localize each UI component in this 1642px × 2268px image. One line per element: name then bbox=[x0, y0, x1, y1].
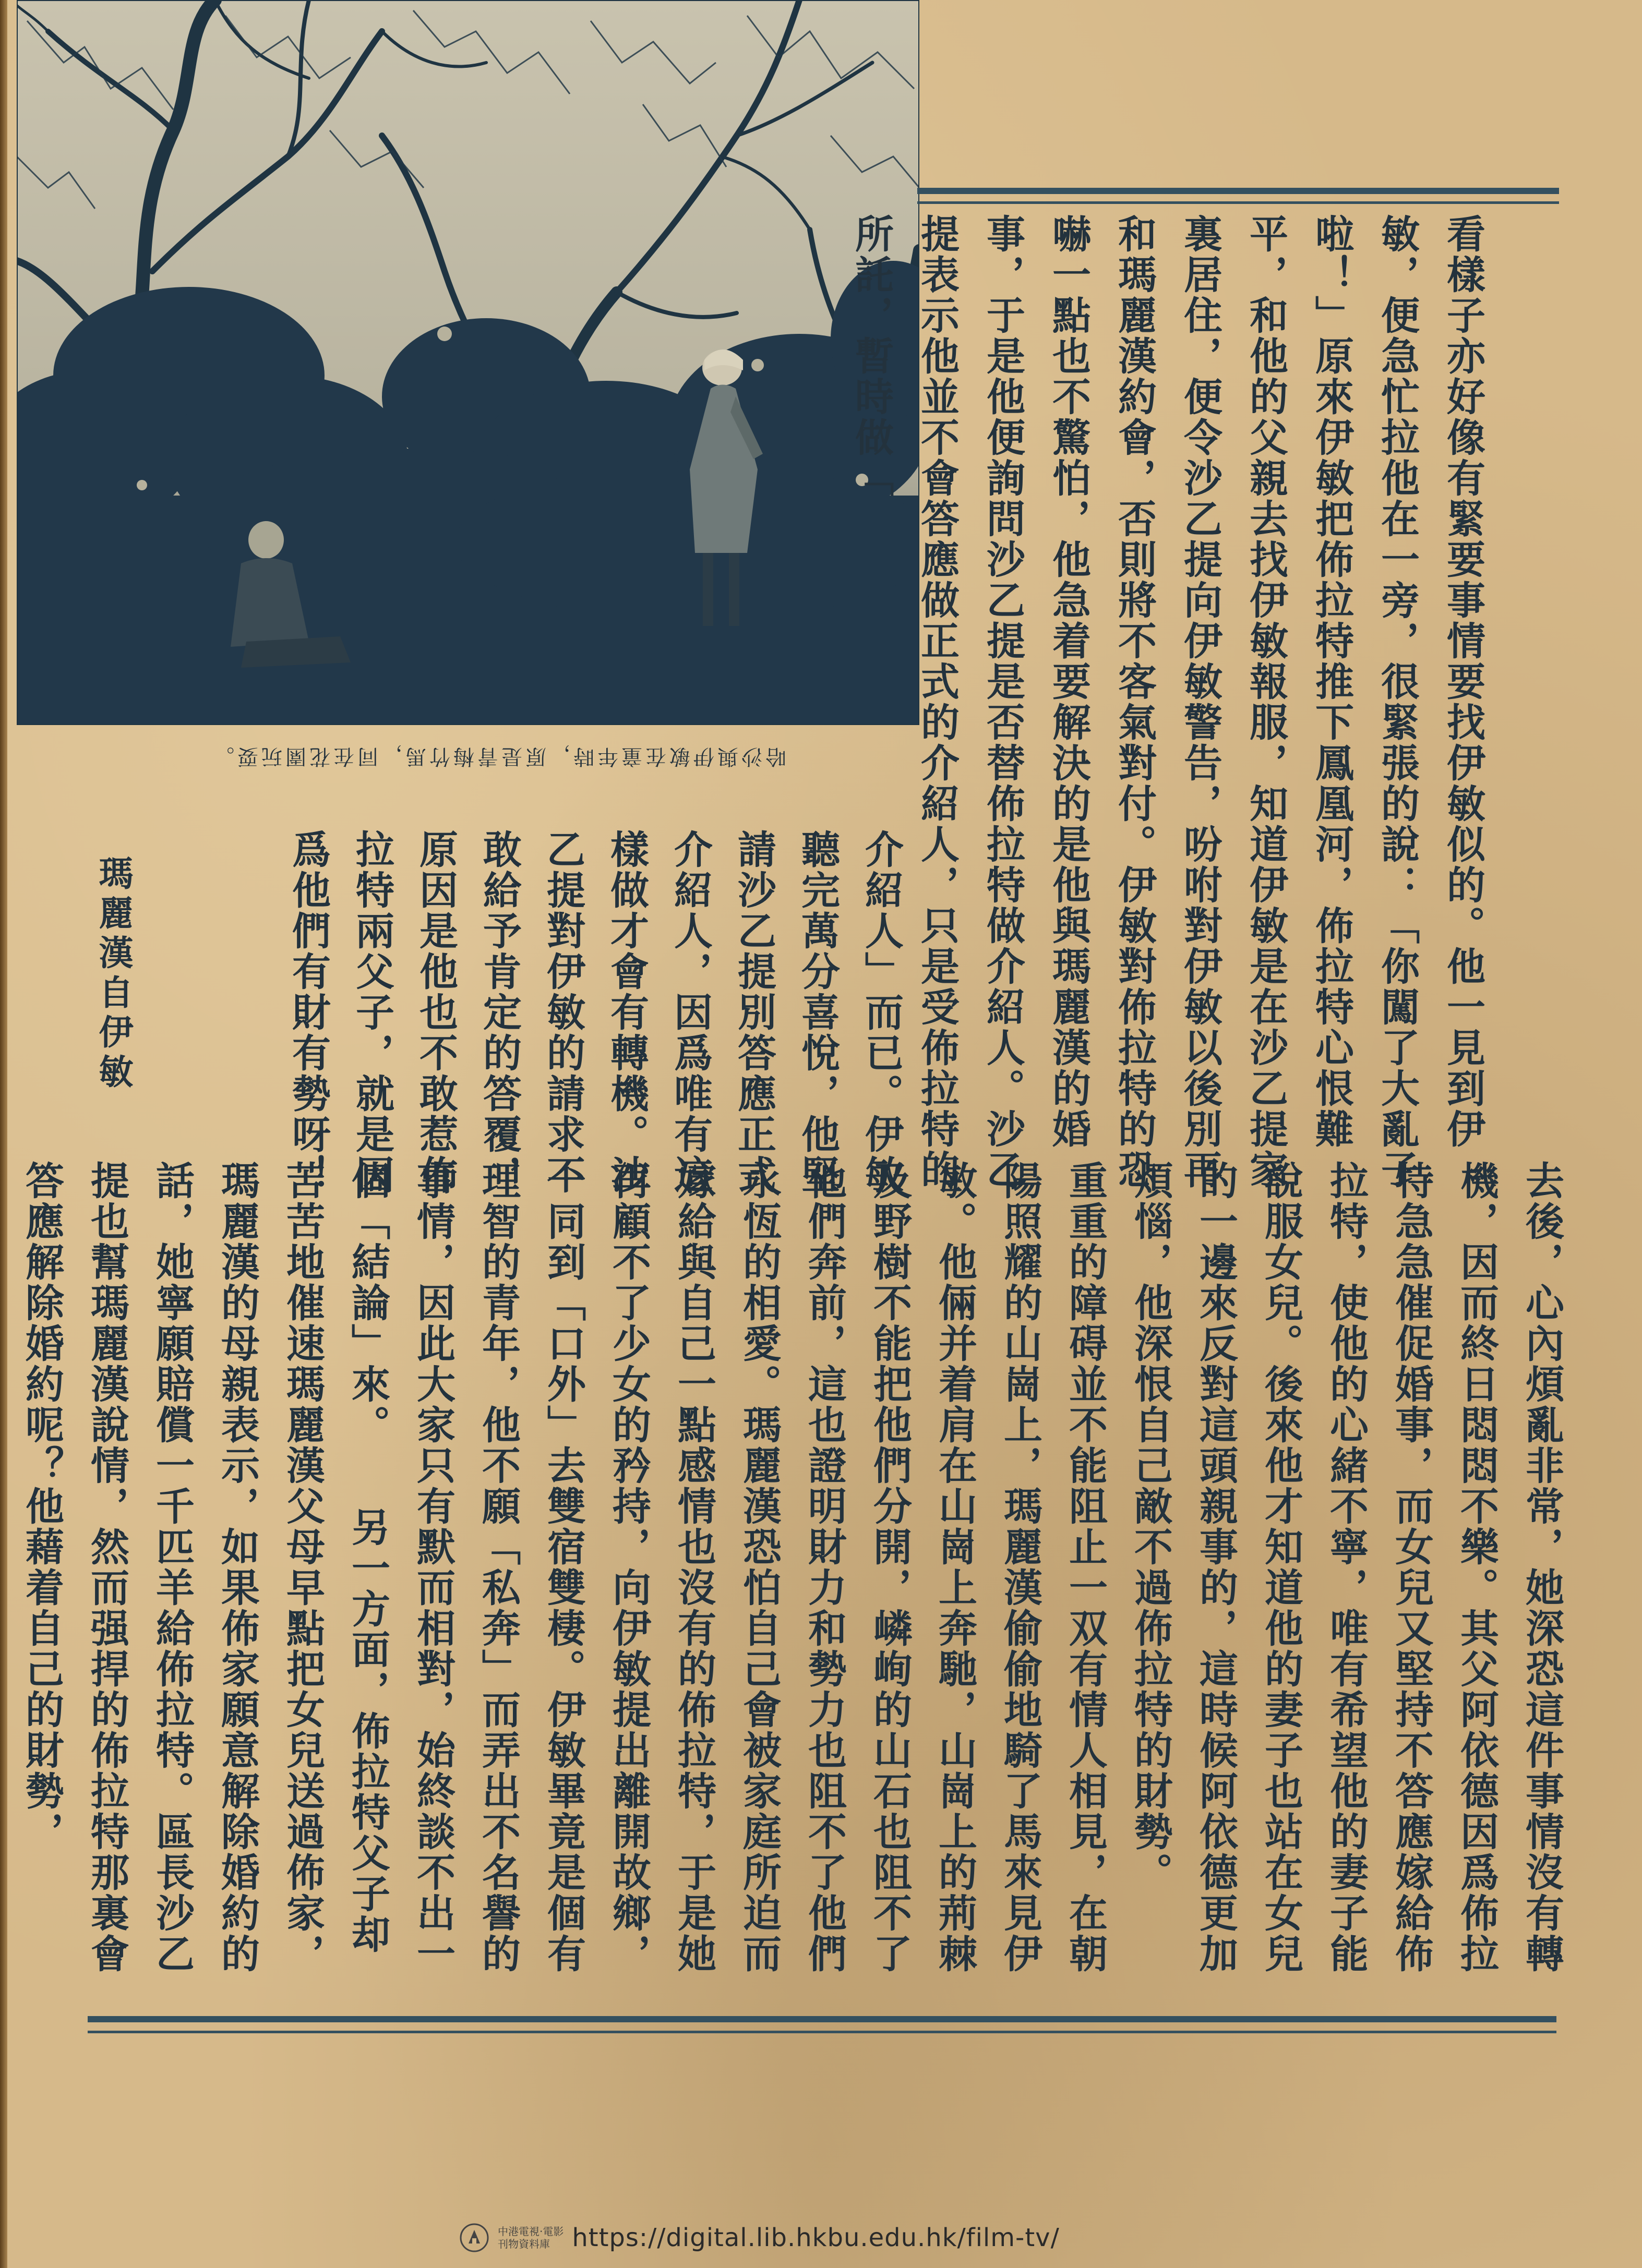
bottom-rule-upper bbox=[88, 2016, 1556, 2022]
top-rule-upper bbox=[917, 188, 1559, 194]
footer-org bbox=[498, 2225, 564, 2250]
article-column-top: 看樣子亦好像有緊要事情要找伊敏似的。他一見到伊敏，便急忙拉他在一旁，很緊張的說：「你闖了大亂子啦！」原來伊敏把佈拉特推下鳳凰河，佈拉特心恨難平，和他的父親去找伊敏報服，知道伊敏是在沙乙提家裏居住，便令沙乙提向伊敏警告，吩咐對伊敏以後別再和瑪麗漢約會，否則將不客氣對付。伊敏對佈拉特的恐嚇一點也不驚怕，他急着要解決的是他與瑪麗漢的婚事，于是他便詢問沙乙提是否替佈拉特做介紹人。沙乙提表示他並不會答應做正式的介紹人，只是受佈拉特的所託，暫時做「 bbox=[849, 214, 1485, 1190]
signature: 瑪麗漢自伊敏 bbox=[93, 855, 134, 1093]
footer-url-link[interactable]: https://digital.lib.hkbu.edu.hk/film-tv/ bbox=[572, 2223, 1060, 2252]
footer-watermark bbox=[459, 2217, 1060, 2259]
article-column-middle: 介紹人」而已。伊敏聽完萬分喜悅，他堅請沙乙提別答應正式介紹人，因爲唯有這樣做才會有轉機。沙乙提對伊敏的請求不敢給予肯定的答覆，原因是他也不敢惹佈拉特兩父子，就是因爲他們有財有勢呀！ bbox=[286, 829, 904, 1196]
footer-org-line2: 刊物資料庫 bbox=[498, 2238, 550, 2250]
footer-org-line1: 中港電視·電影 bbox=[498, 2225, 564, 2238]
bottom-rule-lower bbox=[88, 2031, 1556, 2033]
photo-caption: 哈沙與伊敏在童年時，原是青梅竹馬，同在花園玩耍。 bbox=[210, 744, 786, 768]
top-rule-lower bbox=[917, 201, 1559, 204]
article-column-bottom: 去後，心內煩亂非常，她深恐這件事情沒有轉機，因而終日悶悶不樂。其父阿依德因爲佈拉特急急催促婚事，而女兒又堅持不答應嫁給佈拉特，使他的心緒不寧，唯有希望他的妻子能說服女兒。後來他才知道他的妻子也站在女兒的一邊來反對這頭親事的，這時候阿依德更加煩惱，他深恨自己敵不過佈拉特的財勢。 重重的障碍並不能阻止一双有情人相見，在朝陽照耀的山崗上，瑪麗漢偷偷地騎了馬來見伊敏。他倆并着肩在山崗上奔馳，山崗上的荊棘及野樹不能把他們分開，嶙峋的山石也阻不了他們奔前，這也證明財力和勢力也阻不了他們永恆的相愛。瑪麗漢恐怕自己會被家庭所迫而嫁給與自己一點感情也沒有的佈拉特，于是她再顧不了少女的矜持，向伊敏提出離開故鄉，一同到「口外」去雙宿雙棲。伊敏畢竟是個有理智的青年，他不願「私奔」而弄出不名譽的事情，因此大家只有默而相對，始終談不出一個「結論」來。 另一方面，佈拉特父子却苦苦地催速瑪麗漢父母早點把女兒送過佈家，瑪麗漢的母親表示，如果佈家願意解除婚約的話，她寧願賠償一千匹羊給佈拉特。區長沙乙提也幫瑪麗漢說情，然而强捍的佈拉特那裏會答應解除婚約呢？他藉着自己的財勢， bbox=[19, 1161, 1564, 1974]
library-logo-icon bbox=[459, 2223, 489, 2253]
page-edge bbox=[0, 0, 7, 2268]
